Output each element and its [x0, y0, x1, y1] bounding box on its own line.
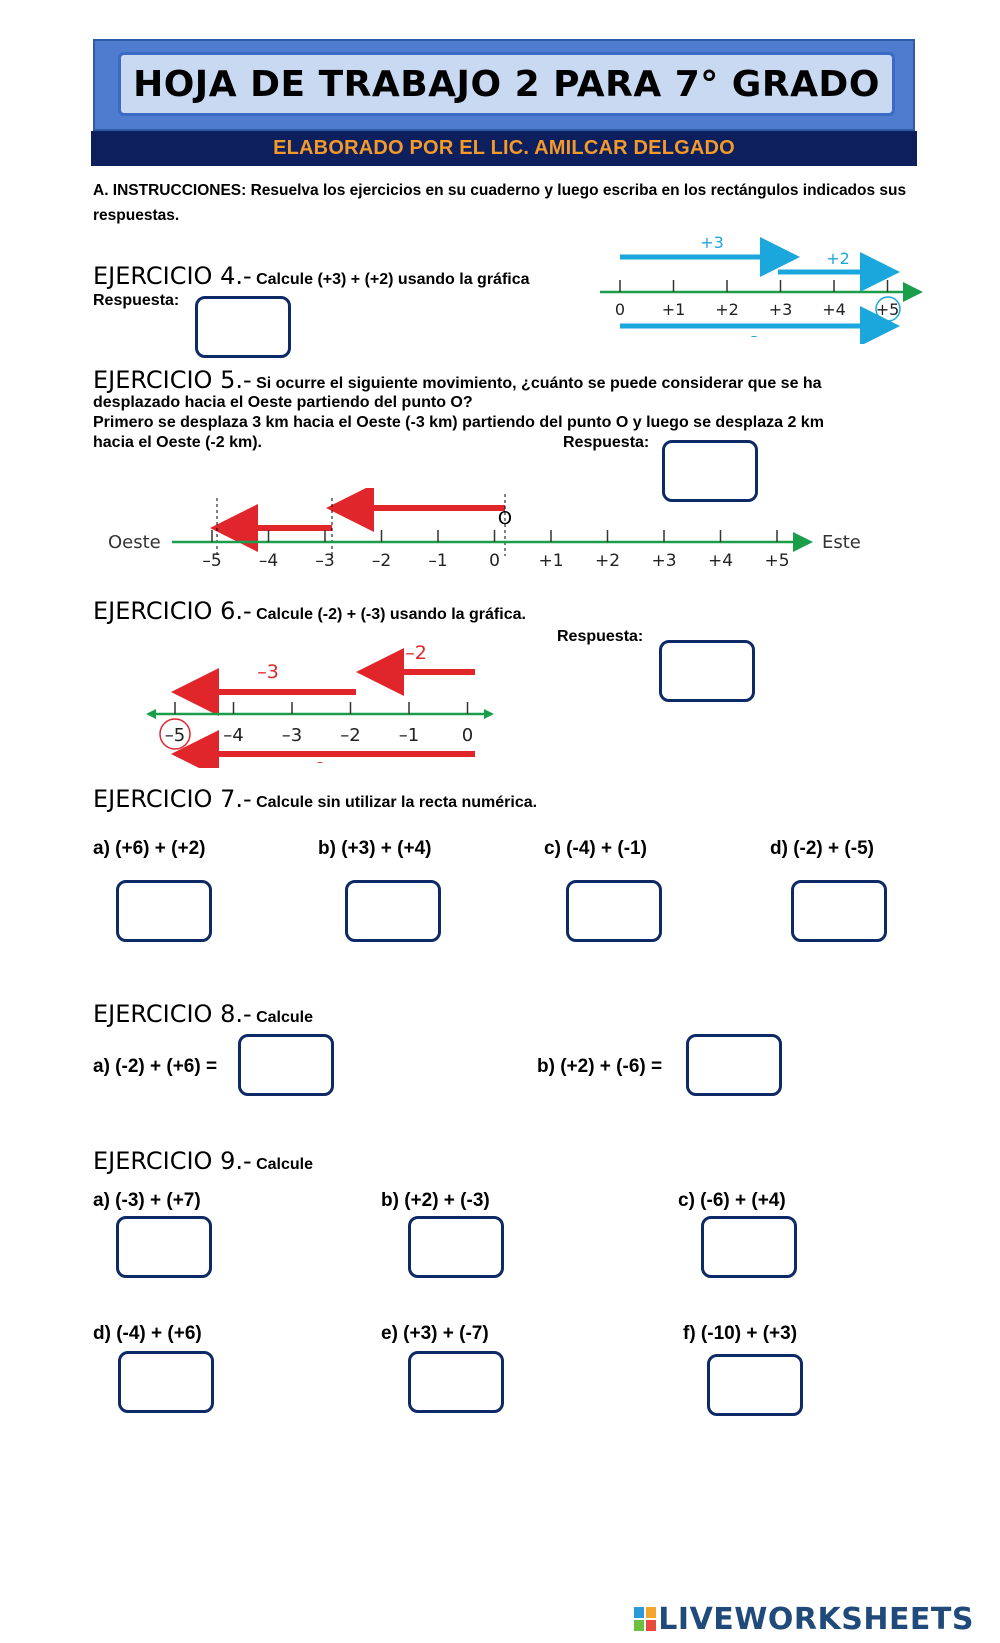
ex7-item-d: d) (-2) + (-5): [770, 838, 874, 859]
ex7-item-a: a) (+6) + (+2): [93, 838, 206, 859]
ex6-title: EJERCICIO 6.-: [93, 597, 252, 625]
ex9-title: EJERCICIO 9.-: [93, 1147, 252, 1175]
instructions: A. INSTRUCCIONES: Resuelva los ejercicios en su cuaderno y luego escriba en los rectángulos indicados sus respuestas.: [93, 182, 907, 224]
ex7-title: EJERCICIO 7.-: [93, 785, 252, 813]
page-subtitle: ELABORADO POR EL LIC. AMILCAR DELGADO: [273, 137, 735, 159]
ex6-tick-label: 0: [461, 725, 474, 746]
ex4-tick-label: +2: [715, 300, 739, 319]
ex9-item-e: e) (+3) + (-7): [381, 1323, 489, 1344]
ex4-tick-label: +4: [822, 300, 846, 319]
ex4-desc: Calcule (+3) + (+2) usando la gráfica: [256, 271, 530, 288]
ex6-tick-label: –4: [223, 725, 244, 746]
ex5-desc-line2: desplazado hacia el Oeste partiendo del punto O?: [93, 394, 473, 411]
ex5-desc-line1: Si ocurre el siguiente movimiento, ¿cuánto se puede considerar que se ha: [256, 375, 822, 392]
ex9-item-d: d) (-4) + (+6): [93, 1323, 202, 1344]
ex6-answer-label: Respuesta:: [557, 628, 644, 645]
ex5-este-label: Este: [822, 532, 861, 553]
ex4-number-line: [600, 232, 930, 344]
ex5-tick-label: +4: [707, 551, 734, 571]
ex6-tick-label: –2: [340, 725, 361, 746]
ex5-tick-label: +1: [538, 551, 564, 571]
liveworksheets-logo[interactable]: [634, 1602, 974, 1637]
header-title-panel: [118, 52, 895, 116]
ex7-item-c: c) (-4) + (-1): [544, 838, 647, 859]
ex8-answer-box-a[interactable]: [238, 1034, 334, 1096]
ex9-answer-box-e[interactable]: [408, 1351, 504, 1413]
ex7-heading: [93, 785, 537, 813]
ex4-answer-box[interactable]: [195, 296, 291, 358]
ex5-tick-label: +2: [594, 551, 621, 571]
ex4-answer-label: Respuesta:: [93, 292, 180, 309]
ex6-tick-label: –5: [164, 725, 186, 746]
ex4-arrow2-label: +2: [826, 249, 850, 268]
ex5-tick-label: –3: [315, 551, 335, 571]
ex6-tick-label: –3: [281, 725, 303, 746]
ex7-answer-box-d[interactable]: [791, 880, 887, 942]
ex9-item-a: a) (-3) + (+7): [93, 1190, 201, 1211]
ex4-arrow1-label: +3: [700, 233, 724, 252]
ex6-tick-label: –1: [398, 725, 420, 746]
ex9-item-b: b) (+2) + (-3): [381, 1190, 490, 1211]
ex6-arrow2-label: –2: [405, 642, 427, 664]
ex4-tick-label: +5: [875, 300, 900, 319]
ex6-arrow3-label: –: [317, 755, 323, 768]
ex4-tick-label: +1: [661, 300, 686, 319]
ex8-answer-box-b[interactable]: [686, 1034, 782, 1096]
ex9-desc: Calcule: [256, 1156, 314, 1173]
logo-text: LIVEWORKSHEETS: [658, 1602, 974, 1637]
ex7-item-b: b) (+3) + (+4): [318, 838, 432, 859]
ex7-answer-box-b[interactable]: [345, 880, 441, 942]
ex5-desc-line3: Primero se desplaza 3 km hacia el Oeste (-3 km) partiendo del punto O y luego se desplaza 2 km: [93, 414, 824, 431]
ex6-desc: Calcule (-2) + (-3) usando la gráfica.: [256, 606, 526, 623]
ex5-heading: [93, 366, 923, 394]
ex6-heading: [93, 597, 526, 625]
ex5-desc-line4: hacia el Oeste (-2 km).: [93, 434, 262, 451]
ex9-answer-box-a[interactable]: [116, 1216, 212, 1278]
ex6-answer-box[interactable]: [659, 640, 755, 702]
ex8-item-b: b) (+2) + (-6) =: [537, 1056, 663, 1077]
ex5-answer-label: Respuesta:: [563, 434, 650, 451]
ex6-axis-right-head: [484, 709, 494, 719]
ex5-oeste-label: Oeste: [108, 532, 161, 553]
ex7-answer-box-a[interactable]: [116, 880, 212, 942]
header-subtitle-bar: [91, 131, 917, 166]
ex8-title: EJERCICIO 8.-: [93, 1000, 252, 1028]
page-title: HOJA DE TRABAJO 2 PARA 7° GRADO: [133, 63, 880, 105]
ex5-title: EJERCICIO 5.-: [93, 366, 252, 394]
ex9-item-f: f) (-10) + (+3): [683, 1323, 798, 1344]
ex7-desc: Calcule sin utilizar la recta numérica.: [256, 794, 538, 811]
ex4-tick-label: +3: [768, 300, 793, 319]
ex4-arrow3-label: –: [750, 329, 758, 344]
ex9-answer-box-b[interactable]: [408, 1216, 504, 1278]
ex9-answer-box-f[interactable]: [707, 1354, 803, 1416]
ex5-tick-label: –2: [371, 551, 392, 571]
ex5-tick-label: +5: [764, 551, 790, 571]
ex9-item-c: c) (-6) + (+4): [678, 1190, 786, 1211]
ex5-tick-label: +3: [651, 551, 677, 571]
ex6-axis-left-head: [146, 709, 156, 719]
logo-blocks-icon: [634, 1607, 658, 1633]
ex7-answer-box-c[interactable]: [566, 880, 662, 942]
ex5-tick-label: –5: [202, 551, 222, 571]
ex9-answer-box-c[interactable]: [701, 1216, 797, 1278]
ex9-heading: [93, 1147, 313, 1175]
ex4-tick-label: 0: [614, 300, 626, 319]
ex6-number-line: [140, 638, 510, 768]
ex8-heading: [93, 1000, 313, 1028]
ex5-tick-label: –4: [258, 551, 279, 571]
ex5-number-line: [100, 488, 900, 588]
ex5-origin-label: O: [497, 508, 513, 529]
ex4-heading: [93, 262, 530, 290]
ex5-tick-label: 0: [489, 551, 500, 571]
ex6-arrow1-label: –3: [257, 661, 279, 683]
ex4-title: EJERCICIO 4.-: [93, 262, 252, 290]
ex5-tick-label: –1: [428, 551, 448, 571]
ex9-answer-box-d[interactable]: [118, 1351, 214, 1413]
ex8-desc: Calcule: [256, 1009, 314, 1026]
ex8-item-a: a) (-2) + (+6) =: [93, 1056, 218, 1077]
